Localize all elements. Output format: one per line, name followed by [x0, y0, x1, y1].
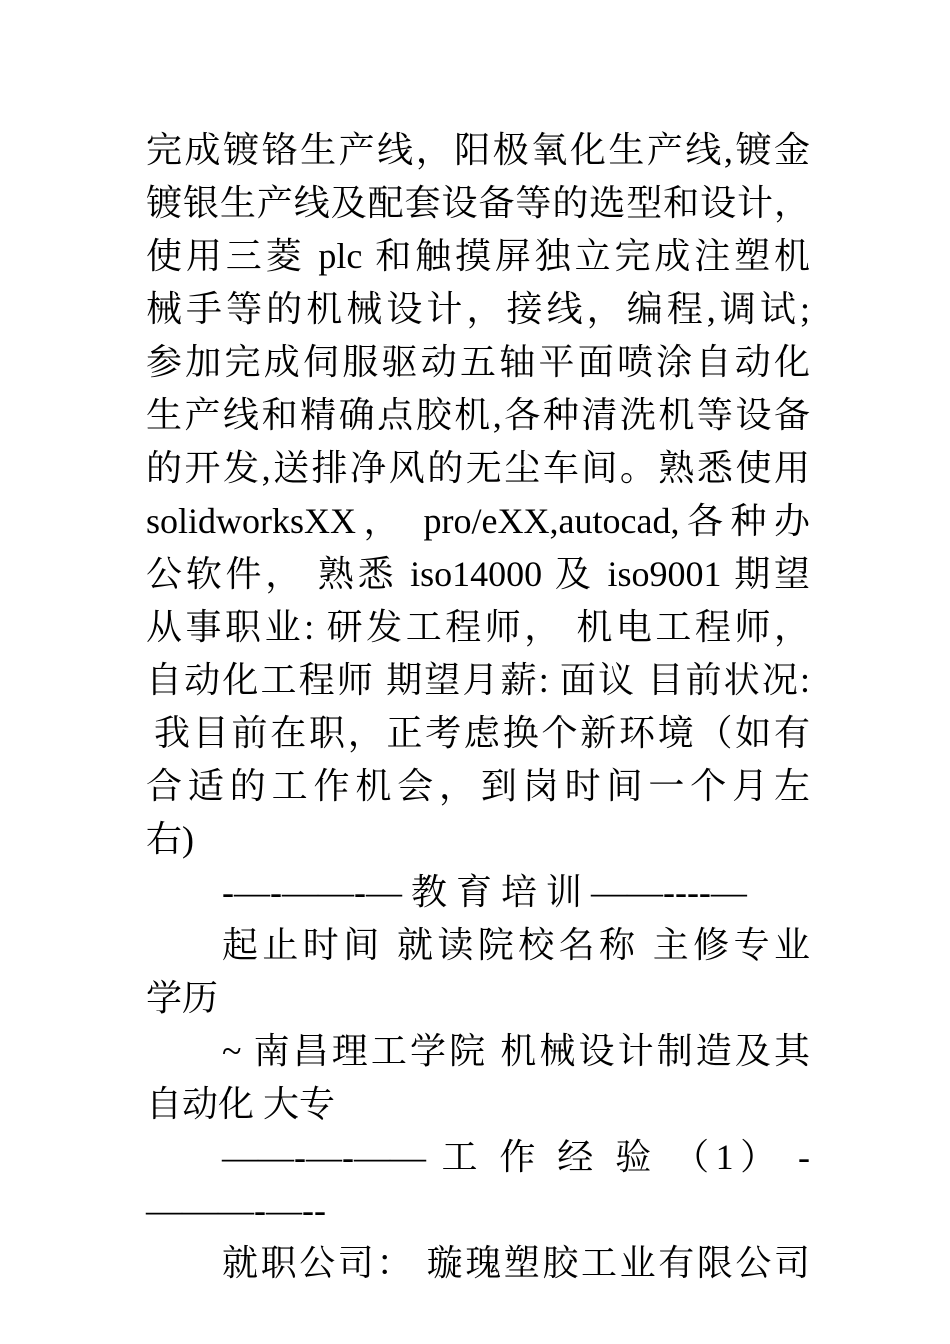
- text-line-3: 使用三菱 plc 和触摸屏独立完成注塑机: [146, 236, 810, 276]
- text-line-2: 镀银生产线及配套设备等的选型和设计，: [146, 183, 810, 223]
- employer-line: 就职公司： 璇瑰塑胶工业有限公司: [222, 1243, 810, 1283]
- education-table-header-cont: 学历: [146, 978, 219, 1018]
- text-line-10: 从事职业: 研发工程师， 机电工程师，: [146, 607, 810, 647]
- text-line-9: 公软件， 熟悉 iso14000 及 iso9001 期望: [146, 554, 810, 594]
- text-line-6: 生产线和精确点胶机,各种清洗机等设备: [146, 395, 810, 435]
- section-heading-work-experience-cont: ———-—--: [146, 1190, 326, 1230]
- text-line-1: 完成镀铬生产线，阳极氧化生产线,镀金: [146, 130, 810, 170]
- text-line-8: solidworksXX， pro/eXX,autocad,各种办: [146, 501, 810, 541]
- education-entry: ~ 南昌理工学院 机械设计制造及其: [222, 1031, 810, 1071]
- text-line-11: 自动化工程师 期望月薪: 面议 目前状况:: [146, 660, 810, 700]
- text-line-5: 参加完成伺服驱动五轴平面喷涂自动化: [146, 342, 810, 382]
- section-heading-work-experience: ——-—-—— 工 作 经 验 （1） -: [222, 1137, 810, 1177]
- text-line-4: 械手等的机械设计，接线，编程,调试;: [146, 289, 810, 329]
- document-body: [146, 124, 810, 1290]
- text-line-7: 的开发,送排净风的无尘车间。熟悉使用: [146, 448, 810, 488]
- text-line-14: 右): [146, 819, 194, 859]
- text-line-13: 合适的工作机会，到岗时间一个月左: [146, 766, 810, 806]
- education-entry-cont: 自动化 大专: [146, 1084, 336, 1124]
- text-line-12: 我目前在职，正考虑换个新环境（如有: [154, 713, 810, 753]
- section-heading-education: -—-——-— 教 育 培 训 ——----—: [222, 872, 747, 912]
- education-table-header: 起止时间 就读院校名称 主修专业: [222, 925, 810, 965]
